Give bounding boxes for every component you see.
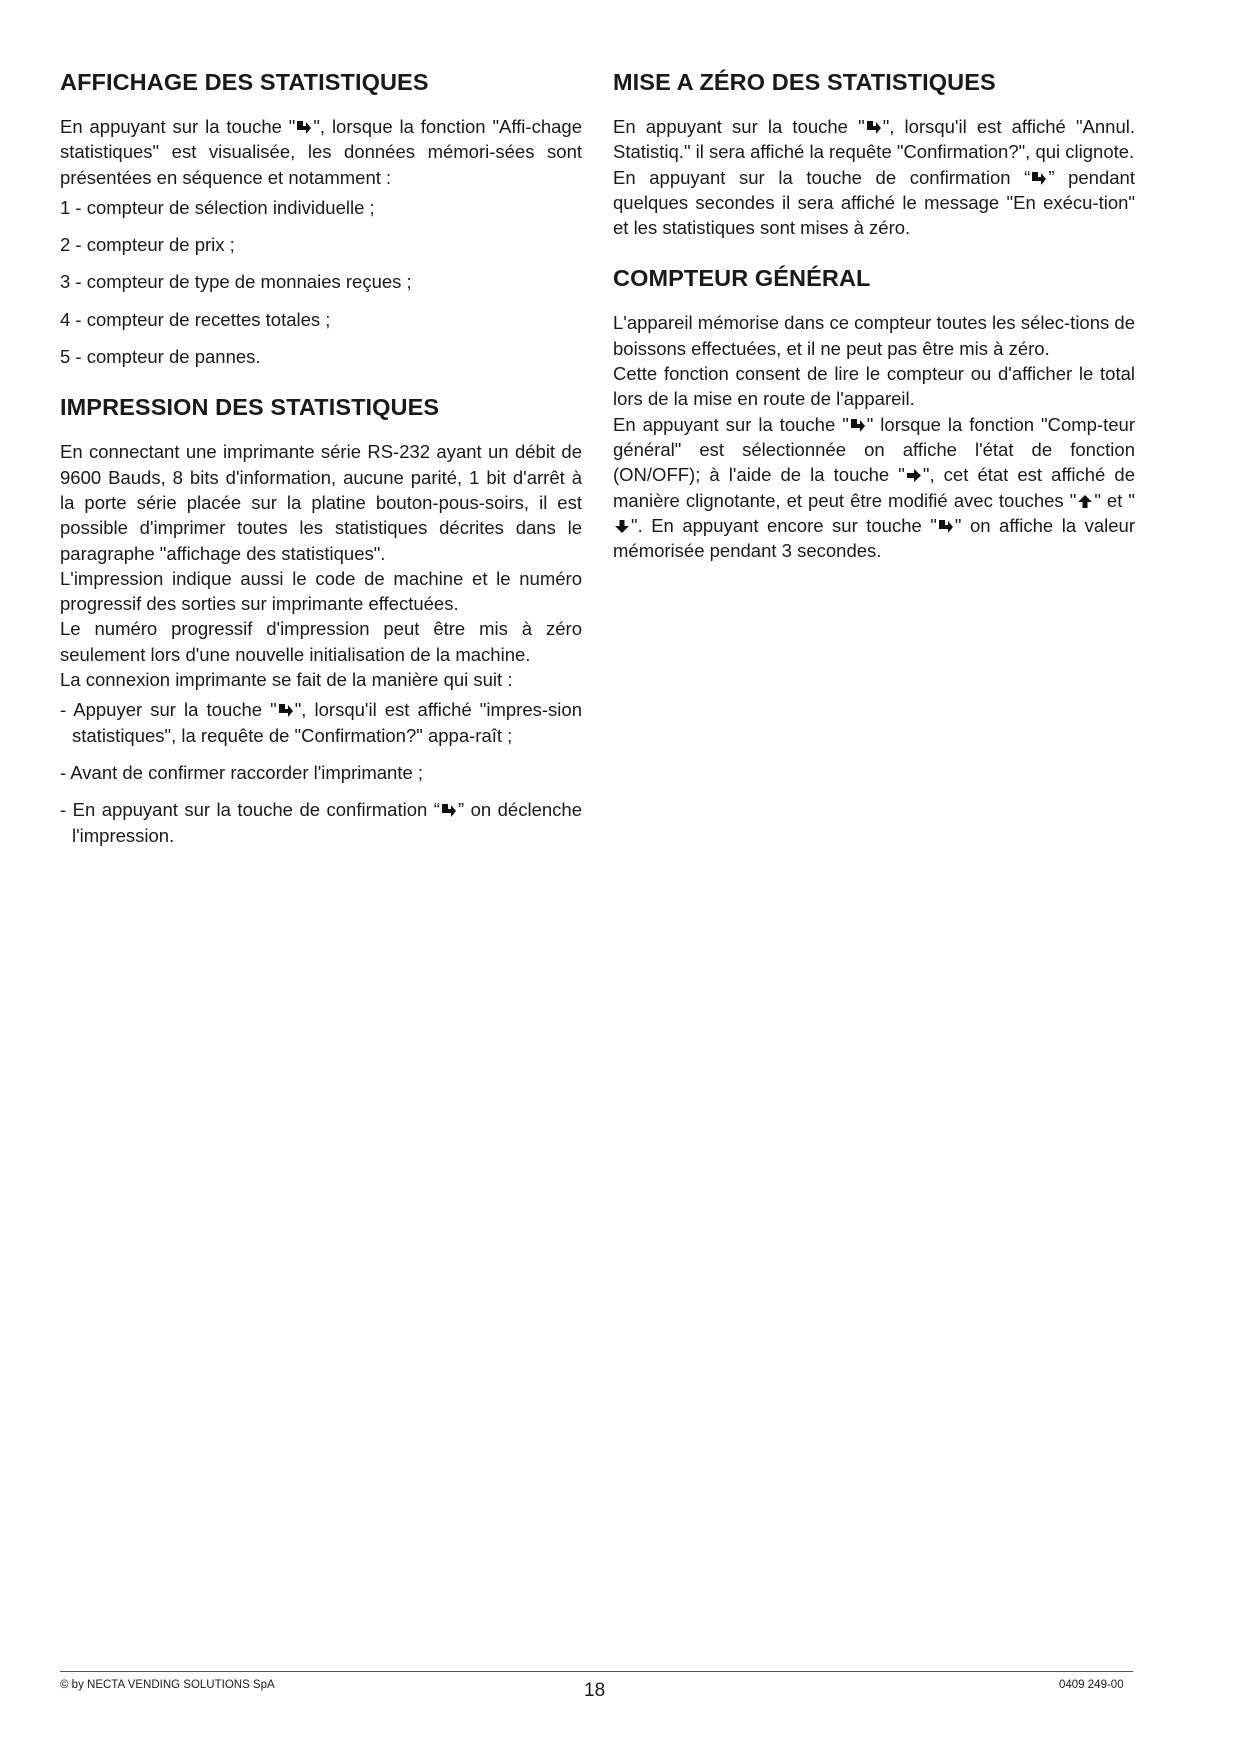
section-title-mise-a-zero: MISE A ZÉRO DES STATISTIQUES (613, 69, 996, 95)
impression-paragraph-2: L'impression indique aussi le code de machine et le numéro progressif des sorties sur imprimante effectuées. (60, 567, 582, 615)
text-run: En appuyant sur la touche " (613, 413, 849, 435)
text-run: ". En appuyant encore sur touche " (631, 514, 937, 536)
impression-step-1 (60, 697, 582, 748)
document-code: 0409 249-00 (1059, 1679, 1124, 1691)
impression-paragraph-3: Le numéro progressif d'impression peut être mis à zéro seulement lors d'une nouvelle initialisation de la machine. (60, 618, 582, 665)
enter-key-icon (1031, 171, 1047, 186)
list-item: 4 - compteur de recettes totales ; (60, 308, 331, 330)
compteur-paragraph-3 (613, 412, 1135, 564)
text-run: ", cet état est affiché de manière clignotante, et peut être modifié avec touches " (613, 464, 1135, 511)
section-impression (60, 393, 582, 847)
footer-copyright: © by NECTA VENDING SOLUTIONS SpA (60, 1679, 275, 1691)
text-run: " on affiche la valeur mémorisée pendant 3 secondes. (613, 514, 1135, 562)
text-run: ” on déclenche l'impression. (72, 799, 582, 846)
mise-paragraph-1 (613, 114, 1135, 165)
list-item: 3 - compteur de type de monnaies reçues ; (60, 271, 412, 293)
page-number: 18 (584, 1680, 606, 1701)
impression-step-2: - Avant de confirmer raccorder l'imprimante ; (60, 761, 424, 783)
affichage-paragraph (60, 114, 582, 190)
text-run: " et " (1094, 489, 1135, 511)
text-run: En appuyant sur la touche de confirmation “ (613, 166, 1031, 188)
text-run: ” pendant quelques secondes il sera affiché le message "En exécu-tion" et les statistiques sont mises à zéro. (613, 166, 1135, 239)
enter-key-icon (850, 418, 866, 433)
impression-paragraph-1: En connectant une imprimante série RS-232 ayant un débit de 9600 Bauds, 8 bits d'information, aucune parité, 1 bit d'arrêt à la porte série placée sur la platine bouton-pous-soirs, il est possible d'imprimer toutes les statistiques décrites dans le paragraphe "affichage des statistiques". (60, 441, 582, 564)
up-arrow-key-icon (1077, 494, 1093, 509)
text-run: En appuyant sur la touche " (613, 116, 865, 137)
compteur-paragraph-1: L'appareil mémorise dans ce compteur toutes les sélec-tions de boissons effectuées, et il ne peut pas être mis à zéro. (613, 312, 1135, 359)
right-arrow-key-icon (906, 468, 922, 483)
mise-paragraph-2 (613, 165, 1135, 241)
section-title-impression: IMPRESSION DES STATISTIQUES (60, 394, 440, 421)
enter-key-icon (938, 519, 954, 534)
list-item: 2 - compteur de prix ; (60, 234, 235, 256)
enter-key-icon (278, 703, 294, 718)
text-run: En appuyant sur la touche " (60, 116, 296, 137)
text-run: ", lorsqu'il est affiché "impres-sion statistiques", la requête de "Confirmation?" appa-raît ; (72, 699, 582, 746)
right-column (613, 68, 1135, 563)
list-item: 5 - compteur de pannes. (60, 346, 261, 368)
text-run: - Appuyer sur la touche " (60, 699, 277, 721)
enter-key-icon (441, 803, 457, 818)
left-column (60, 68, 582, 860)
section-affichage (60, 68, 582, 369)
impression-paragraph-4: La connexion imprimante se fait de la manière qui suit : (60, 669, 513, 691)
down-arrow-key-icon (614, 519, 630, 534)
text-run: " lorsque la fonction "Comp-teur général" est sélectionnée on affiche l'état de fonction (ON/OFF); à l'aide de la touche " (613, 413, 1135, 486)
text-run: ", lorsqu'il est affiché "Annul. Statistiq." il sera affiché la requête "Confirmation?", qui clignote. (613, 116, 1135, 163)
list-item: 1 - compteur de sélection individuelle ; (60, 196, 375, 218)
section-mise-a-zero (613, 68, 1135, 240)
text-run: ", lorsque la fonction "Affi-chage statistiques" est visualisée, les données mémori-sées sont présentées en séquence et notamment : (60, 116, 582, 188)
compteur-paragraph-2: Cette fonction consent de lire le compteur ou d'afficher le total lors de la mise en route de l'appareil. (613, 363, 1135, 410)
section-title-affichage: AFFICHAGE DES STATISTIQUES (60, 69, 429, 95)
text-run: - En appuyant sur la touche de confirmation “ (60, 799, 440, 821)
enter-key-icon (296, 120, 312, 135)
section-compteur-general (613, 264, 1135, 563)
section-title-compteur-general: COMPTEUR GÉNÉRAL (613, 265, 871, 292)
impression-step-3 (60, 797, 582, 848)
footer-divider (60, 1671, 1133, 1672)
enter-key-icon (866, 120, 882, 135)
